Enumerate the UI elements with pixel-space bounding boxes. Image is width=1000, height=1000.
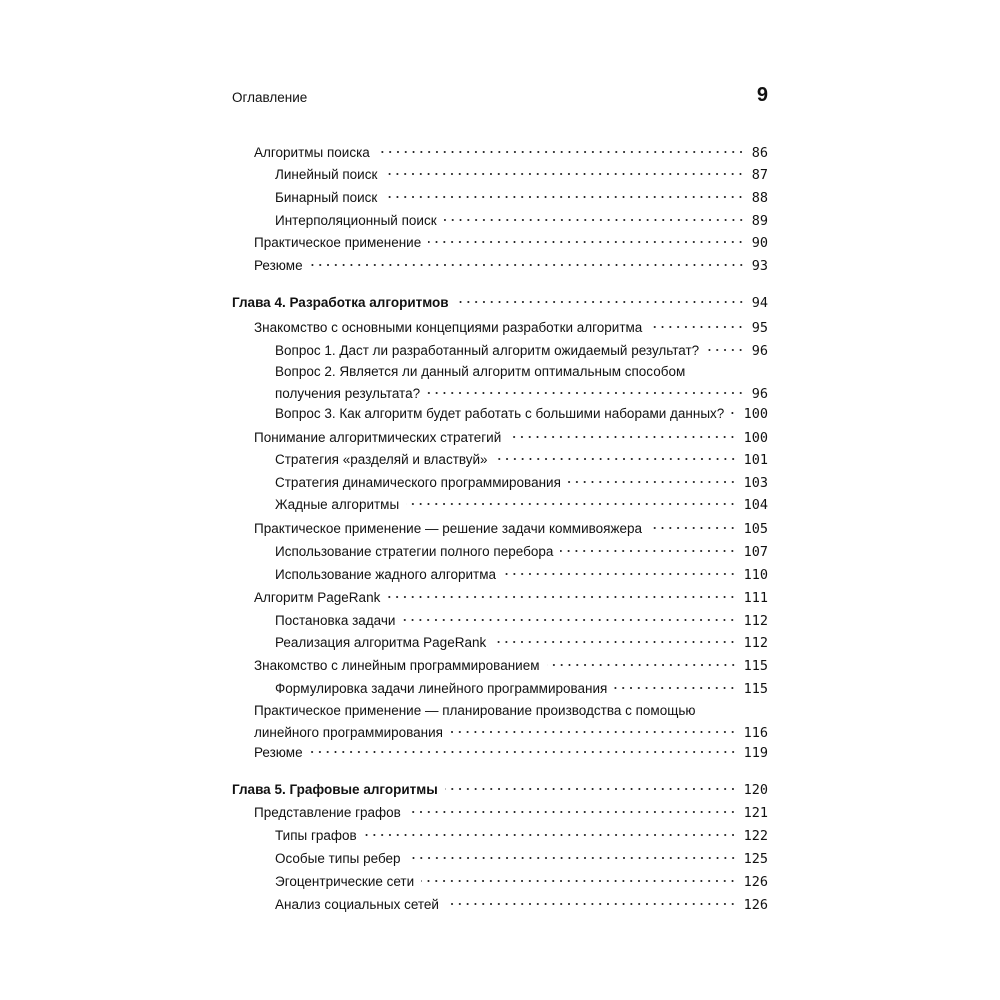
toc-page-number: 87 — [751, 167, 768, 183]
toc-page-number: 88 — [751, 190, 768, 206]
toc-item — [232, 361, 768, 405]
toc-item-title: Особые типы ребер — [275, 851, 401, 866]
toc-item — [232, 610, 768, 632]
dot-leader — [384, 196, 744, 198]
toc-item — [232, 232, 768, 254]
toc-page-number: 94 — [751, 295, 768, 311]
toc-item-title: Знакомство с линейным программированием — [254, 658, 540, 673]
toc-item-title: Жадные алгоритмы — [275, 497, 400, 512]
page-number: 9 — [756, 84, 768, 106]
toc-item — [232, 655, 768, 677]
toc-item-title: Эгоцентрические сети — [275, 874, 415, 889]
toc-page-number: 115 — [743, 658, 768, 674]
toc-chapter — [232, 292, 768, 314]
dot-leader — [310, 751, 737, 753]
toc-page-number: 96 — [751, 343, 768, 359]
dot-leader — [387, 596, 736, 598]
dot-leader — [427, 392, 745, 394]
dot-leader — [406, 503, 736, 505]
toc-item-title: Резюме — [254, 745, 303, 760]
toc-item-title: Знакомство с основными концепциями разработки алгоритма — [254, 320, 643, 335]
toc-page-number: 105 — [743, 521, 768, 537]
toc-page-number: 122 — [743, 828, 768, 844]
toc-item — [232, 142, 768, 164]
toc-page-number: 111 — [743, 590, 768, 606]
dot-leader — [310, 264, 745, 266]
toc-item — [232, 472, 768, 494]
toc-item-title: Вопрос 1. Даст ли разработанный алгоритм ожидаемый результат? — [275, 343, 700, 358]
toc-item — [232, 403, 768, 425]
toc-chapter — [232, 779, 768, 801]
toc-item-title: Резюме — [254, 258, 303, 273]
toc-page-number: 101 — [743, 452, 768, 468]
toc-item-title: Представление графов — [254, 805, 401, 820]
dot-leader — [364, 834, 737, 836]
toc-item-title: Практическое применение — [254, 235, 422, 250]
dot-leader — [456, 301, 745, 303]
toc-item-title: Понимание алгоритмических стратегий — [254, 430, 502, 445]
dot-leader — [408, 857, 737, 859]
dot-leader — [445, 788, 737, 790]
toc-page-number: 121 — [743, 805, 768, 821]
toc-item-title: Использование жадного алгоритма — [275, 567, 497, 582]
dot-leader — [568, 481, 737, 483]
toc-item-title: Алгоритм PageRank — [254, 590, 381, 605]
toc-item-title: Стратегия «разделяй и властвуй» — [275, 452, 488, 467]
toc-item — [232, 700, 768, 744]
toc-item — [232, 449, 768, 471]
toc-item — [232, 340, 768, 362]
toc-item-title: Бинарный поиск — [275, 190, 378, 205]
toc-item-title: Анализ социальных сетей — [275, 897, 439, 912]
toc-item — [232, 564, 768, 586]
dot-leader — [428, 241, 745, 243]
toc-item — [232, 587, 768, 609]
dot-leader — [493, 641, 736, 643]
toc-page-number: 89 — [751, 213, 768, 229]
dot-leader — [649, 527, 737, 529]
toc-page-number: 115 — [743, 681, 768, 697]
toc-item-title-continued: получения результата? — [275, 386, 421, 401]
toc-item-title: Практическое применение — решение задачи коммивояжера — [254, 521, 643, 536]
toc-item — [232, 187, 768, 209]
toc-page-number: 110 — [743, 567, 768, 583]
toc-item-title: Вопрос 2. Является ли данный алгоритм оптимальным способом — [275, 364, 686, 379]
toc-page-number: 119 — [743, 745, 768, 761]
toc-item — [232, 848, 768, 870]
toc-item — [232, 317, 768, 339]
toc-page-number: 93 — [751, 258, 768, 274]
toc-item — [232, 541, 768, 563]
toc-item — [232, 210, 768, 232]
toc-page-number: 104 — [743, 497, 768, 513]
running-head: Оглавление — [232, 90, 308, 105]
dot-leader — [614, 687, 736, 689]
toc-page-number: 86 — [751, 145, 768, 161]
dot-leader — [408, 811, 737, 813]
toc-item — [232, 255, 768, 277]
toc-item-title: Глава 4. Разработка алгоритмов — [232, 295, 449, 310]
toc-page-number: 107 — [743, 544, 768, 560]
toc-page-number: 95 — [751, 320, 768, 336]
toc-page-number: 126 — [743, 897, 768, 913]
toc-page-number: 100 — [743, 430, 768, 446]
toc-item-title: Практическое применение — планирование производства с помощью — [254, 703, 696, 718]
toc-item — [232, 164, 768, 186]
dot-leader — [508, 436, 736, 438]
dot-leader — [649, 326, 744, 328]
toc-page-number: 126 — [743, 874, 768, 890]
toc-item-title: Интерполяционный поиск — [275, 213, 437, 228]
toc-item-title: Вопрос 3. Как алгоритм будет работать с большими наборами данных? — [275, 406, 725, 421]
toc-item-title: Алгоритмы поиска — [254, 145, 370, 160]
dot-leader — [402, 619, 736, 621]
toc-item-title: Постановка задачи — [275, 613, 396, 628]
dot-leader — [377, 151, 745, 153]
dot-leader — [421, 880, 736, 882]
toc-item-title: Формулировка задачи линейного программирования — [275, 681, 608, 696]
toc-item — [232, 678, 768, 700]
dot-leader — [384, 173, 744, 175]
toc-item — [232, 802, 768, 824]
toc-item — [232, 427, 768, 449]
dot-leader — [547, 664, 737, 666]
toc-item-title: Линейный поиск — [275, 167, 378, 182]
toc-item — [232, 632, 768, 654]
dot-leader — [450, 731, 737, 733]
toc-page-number: 116 — [743, 725, 768, 741]
toc-item — [232, 518, 768, 540]
toc-item — [232, 494, 768, 516]
dot-leader — [731, 412, 736, 414]
toc-page-number: 103 — [743, 475, 768, 491]
dot-leader — [560, 550, 736, 552]
toc-item-title: Глава 5. Графовые алгоритмы — [232, 782, 438, 797]
dot-leader — [444, 219, 745, 221]
toc-page-number: 125 — [743, 851, 768, 867]
toc-item — [232, 871, 768, 893]
dot-leader — [495, 458, 737, 460]
toc-item — [232, 825, 768, 847]
toc-page-number: 120 — [743, 782, 768, 798]
toc-page-number: 100 — [743, 406, 768, 422]
toc-item-title-continued: линейного программирования — [254, 725, 443, 740]
toc-item-title: Типы графов — [275, 828, 357, 843]
toc-item — [232, 894, 768, 916]
toc-item — [232, 742, 768, 764]
toc-page-number: 90 — [751, 235, 768, 251]
dot-leader — [503, 573, 737, 575]
dot-leader — [446, 903, 737, 905]
toc-item-title: Реализация алгоритма PageRank — [275, 635, 487, 650]
toc-page-number: 112 — [743, 635, 768, 651]
toc-item-title: Стратегия динамического программирования — [275, 475, 561, 490]
toc-page-number: 96 — [751, 386, 768, 402]
dot-leader — [706, 349, 745, 351]
toc-page-number: 112 — [743, 613, 768, 629]
toc-item-title: Использование стратегии полного перебора — [275, 544, 554, 559]
